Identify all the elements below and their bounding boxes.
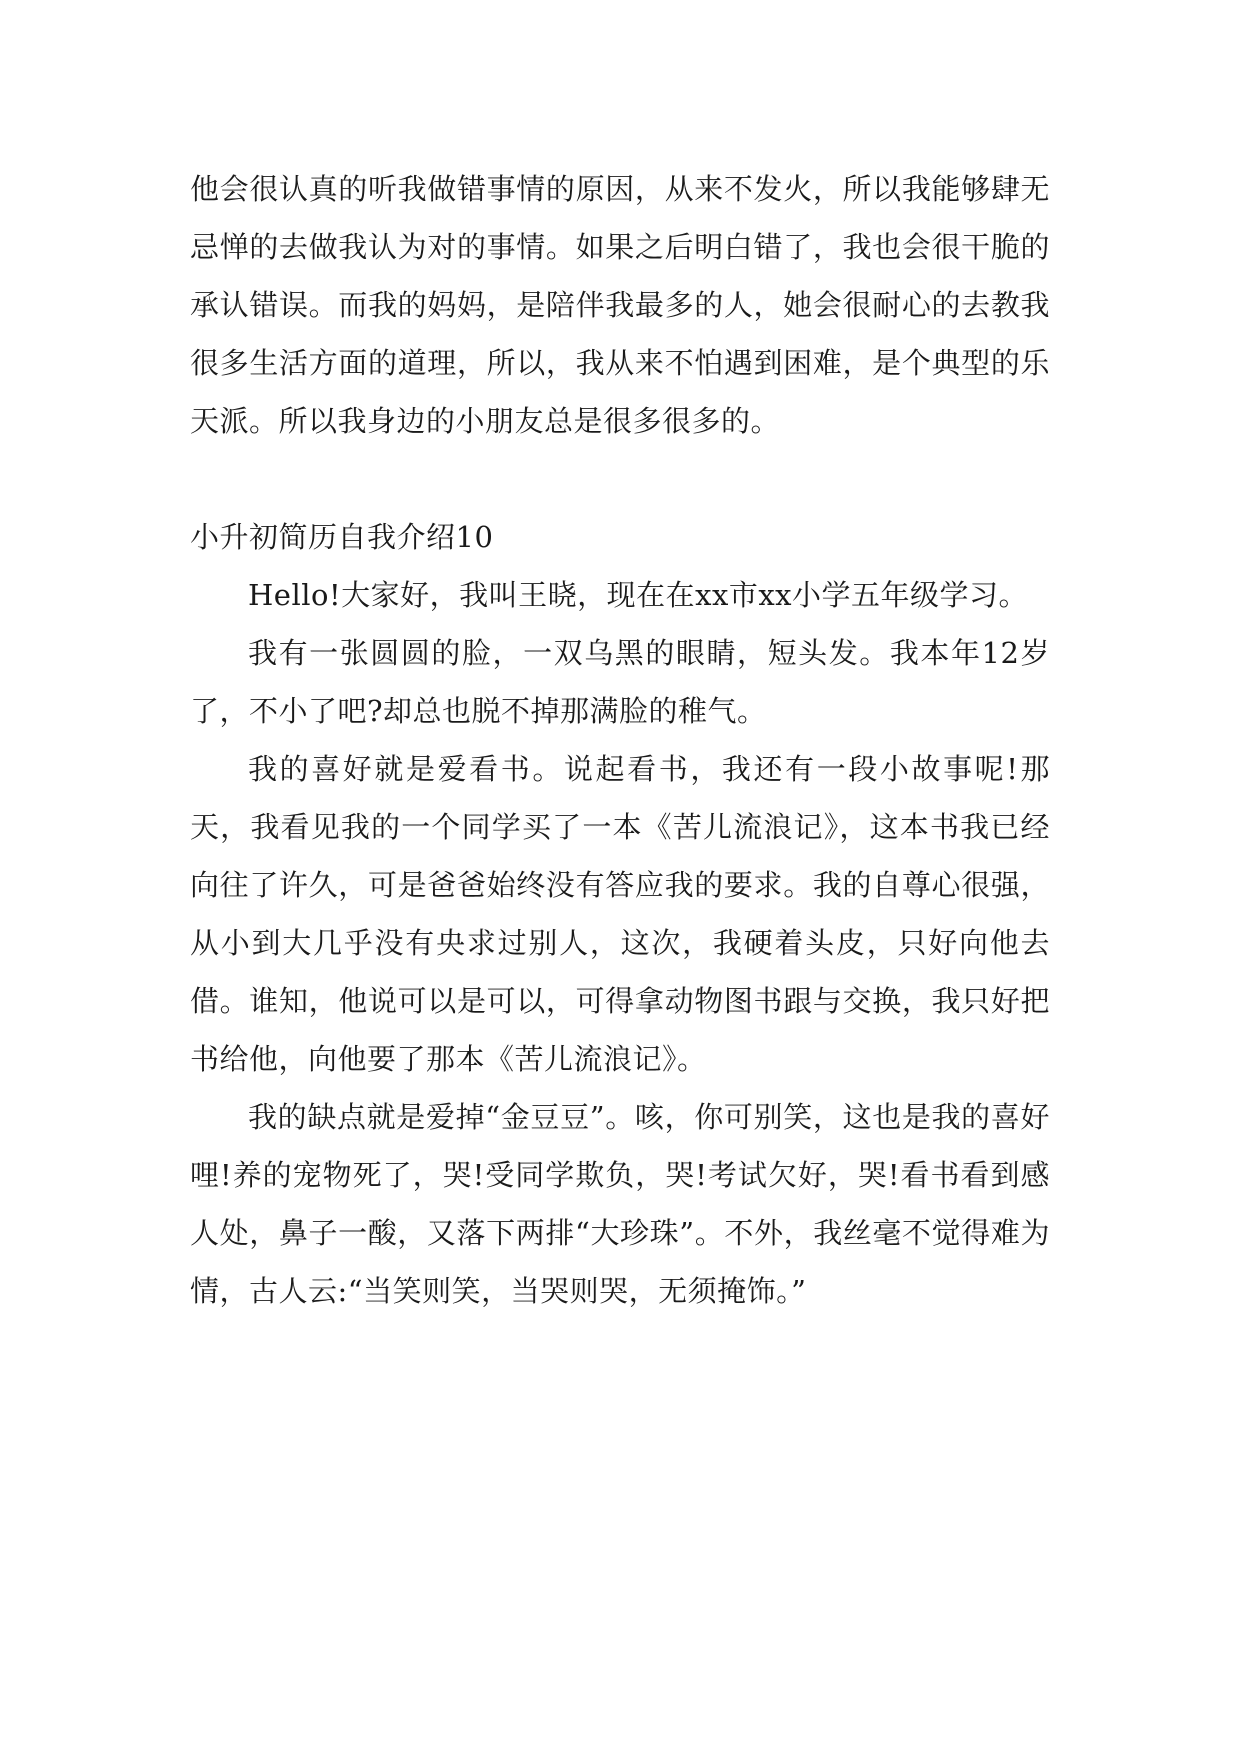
paragraph-appearance: 我有一张圆圆的脸，一双乌黑的眼睛，短头发。我本年12岁了，不小了吧?却总也脱不掉那满脸的稚气。 — [190, 636, 1050, 728]
paragraph-continued: 他会很认真的听我做错事情的原因，从来不发火，所以我能够肆无忌惮的去做我认为对的事情。如果之后明白错了，我也会很干脆的承认错误。而我的妈妈，是陪伴我最多的人，她会很耐心的去教我很多生活方面的道理，所以，我从来不怕遇到困难，是个典型的乐天派。所以我身边的小朋友总是很多很多的。 — [190, 172, 1050, 438]
paragraph-hobby: 我的喜好就是爱看书。说起看书，我还有一段小故事呢!那天，我看见我的一个同学买了一本《苦儿流浪记》，这本书我已经向往了许久，可是爸爸始终没有答应我的要求。我的自尊心很强，从小到大几乎没有央求过别人，这次，我硬着头皮，只好向他去借。谁知，他说可以是可以，可得拿动物图书跟与交换，我只好把书给他，向他要了那本《苦儿流浪记》。 — [190, 752, 1050, 1076]
paragraph-shortcoming: 我的缺点就是爱掉“金豆豆”。咳，你可别笑，这也是我的喜好哩!养的宠物死了，哭!受同学欺负，哭!考试欠好，哭!看书看到感人处，鼻子一酸，又落下两排“大珍珠”。不外，我丝毫不觉得难为情，古人云:“当笑则笑，当哭则哭，无须掩饰。” — [190, 1100, 1050, 1308]
section-title: 小升初简历自我介绍10 — [190, 520, 494, 554]
document-body — [190, 160, 1050, 1320]
paragraph-greeting: Hello!大家好，我叫王晓，现在在xx市xx小学五年级学习。 — [248, 578, 1029, 612]
